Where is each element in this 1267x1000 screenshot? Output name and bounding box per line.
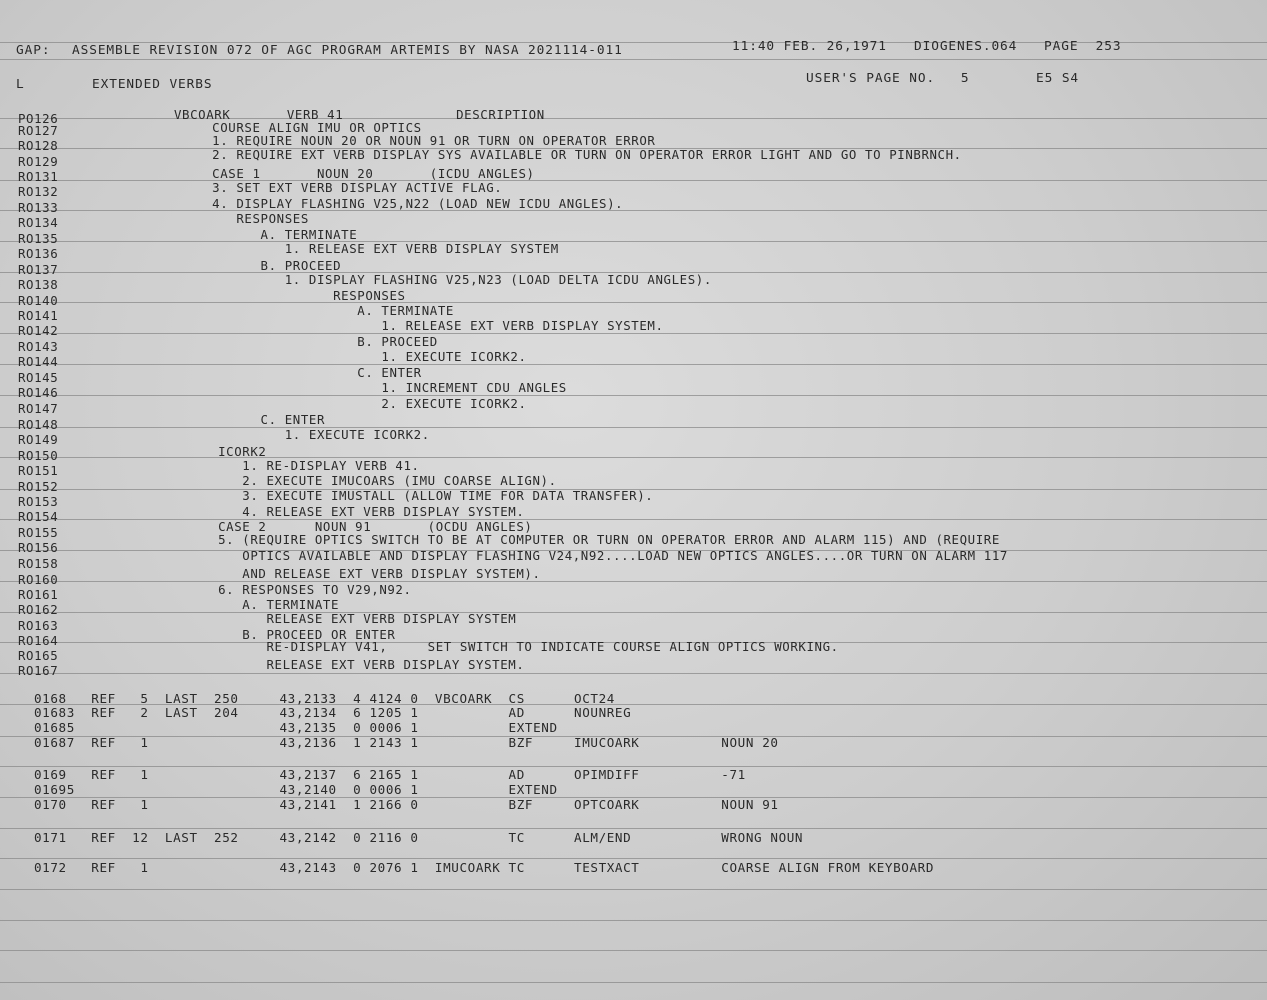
listing-line-number: RO134 <box>18 215 59 230</box>
listing-line-number: RO163 <box>18 618 59 633</box>
listing-line-number: RO138 <box>18 277 59 292</box>
listing-line-text: 1. REQUIRE NOUN 20 OR NOUN 91 OR TURN ON OPERATOR ERROR <box>188 133 656 148</box>
listing-line-text: 1. INCREMENT CDU ANGLES <box>188 380 567 395</box>
header-title: ASSEMBLE REVISION 072 OF AGC PROGRAM ARTEMIS BY NASA 2021114-011 <box>72 43 623 58</box>
listing-line-number: RO153 <box>18 494 59 509</box>
header-time: 11:40 FEB. 26,1971 <box>732 39 887 54</box>
subheader-mark: L <box>16 77 25 92</box>
listing-line-number: RO155 <box>18 525 59 540</box>
listing-line-number: RO133 <box>18 200 59 215</box>
listing-line-number: RO145 <box>18 370 59 385</box>
listing-line-number: RO146 <box>18 385 59 400</box>
listing-line-number: RO167 <box>18 663 59 678</box>
code-line: 01695 43,2140 0 0006 1 EXTEND <box>34 782 558 797</box>
listing-line-text: OPTICS AVAILABLE AND DISPLAY FLASHING V24,N92....LOAD NEW OPTICS ANGLES....OR TURN ON ALARM 117 <box>202 548 1008 563</box>
listing-line-text: RESPONSES <box>188 211 309 226</box>
listing-line-text: 1. EXECUTE ICORK2. <box>188 427 430 442</box>
listing-line-number: RO161 <box>18 587 59 602</box>
listing-line-text: 1. EXECUTE ICORK2. <box>188 349 527 364</box>
listing-line-number: RO160 <box>18 572 59 587</box>
listing-line-number: RO158 <box>18 556 59 571</box>
listing-line-text: 2. EXECUTE IMUCOARS (IMU COARSE ALIGN). <box>202 473 557 488</box>
listing-line-number: RO136 <box>18 246 59 261</box>
listing-line-number: RO156 <box>18 540 59 555</box>
listing-line-text: B. PROCEED <box>188 258 342 273</box>
listing-line-text: 6. RESPONSES TO V29,N92. <box>202 582 412 597</box>
code-line: 01685 43,2135 0 0006 1 EXTEND <box>34 720 558 735</box>
listing-line-number: RO149 <box>18 432 59 447</box>
users-page-number: USER'S PAGE NO. 5 <box>806 71 970 86</box>
listing-line-text: 4. DISPLAY FLASHING V25,N22 (LOAD NEW ICDU ANGLES). <box>188 196 624 211</box>
listing-line-number: RO162 <box>18 602 59 617</box>
code-line: 01687 REF 1 43,2136 1 2143 1 BZF IMUCOARK NOUN 20 <box>34 735 779 750</box>
header-diogenes: DIOGENES.064 <box>914 39 1018 54</box>
listing-line-text: CASE 2 NOUN 91 (OCDU ANGLES) <box>202 519 533 534</box>
listing-line-text: COURSE ALIGN IMU OR OPTICS <box>188 120 422 135</box>
listing-line-text: B. PROCEED OR ENTER <box>202 627 396 642</box>
code-line: 0170 REF 1 43,2141 1 2166 0 BZF OPTCOARK NOUN 91 <box>34 797 779 812</box>
listing-line-text: 5. (REQUIRE OPTICS SWITCH TO BE AT COMPUTER OR TURN ON OPERATOR ERROR AND ALARM 115) AND (REQUIRE <box>202 532 1000 547</box>
listing-line-number: RO144 <box>18 354 59 369</box>
listing-line-text: ICORK2 <box>202 444 267 459</box>
listing-line-text: VBCOARK VERB 41 DESCRIPTION <box>174 107 545 122</box>
listing-line-text: A. TERMINATE <box>188 303 454 318</box>
listing-line-number: RO129 <box>18 154 59 169</box>
listing-line-number: PO126 <box>18 111 59 126</box>
listing-line-text: 1. RELEASE EXT VERB DISPLAY SYSTEM. <box>188 318 664 333</box>
listing-line-text: RELEASE EXT VERB DISPLAY SYSTEM. <box>202 657 525 672</box>
section-code: E5 S4 <box>1036 71 1080 86</box>
listing-line-number: RO127 <box>18 123 59 138</box>
listing-line-number: RO128 <box>18 138 59 153</box>
listing-line-number: RO154 <box>18 509 59 524</box>
listing-line-number: RO148 <box>18 417 59 432</box>
listing-line-text: C. ENTER <box>188 365 422 380</box>
listing-line-number: RO165 <box>18 648 59 663</box>
listing-line-number: RO132 <box>18 184 59 199</box>
listing-line-number: RO152 <box>18 479 59 494</box>
listing-line-text: 4. RELEASE EXT VERB DISPLAY SYSTEM. <box>202 504 525 519</box>
listing-line-text: 2. EXECUTE ICORK2. <box>188 396 527 411</box>
header-gap: GAP: <box>16 43 51 58</box>
listing-line-text: AND RELEASE EXT VERB DISPLAY SYSTEM). <box>202 566 541 581</box>
listing-line-text: 2. REQUIRE EXT VERB DISPLAY SYS AVAILABLE OR TURN ON OPERATOR ERROR LIGHT AND GO TO PINBRNCH. <box>188 147 962 162</box>
listing-line-number: RO151 <box>18 463 59 478</box>
listing-line-number: RO150 <box>18 448 59 463</box>
listing-line-text: RE-DISPLAY V41, SET SWITCH TO INDICATE COURSE ALIGN OPTICS WORKING. <box>202 639 839 654</box>
header-page: PAGE 253 <box>1044 39 1122 54</box>
listing-line-text: RELEASE EXT VERB DISPLAY SYSTEM <box>202 611 517 626</box>
listing-line-text: 1. RELEASE EXT VERB DISPLAY SYSTEM <box>188 241 559 256</box>
listing-line-text: A. TERMINATE <box>188 227 358 242</box>
listing-line-text: 1. DISPLAY FLASHING V25,N23 (LOAD DELTA ICDU ANGLES). <box>188 272 712 287</box>
listing-line-number: RO140 <box>18 293 59 308</box>
listing-line-number: RO147 <box>18 401 59 416</box>
listing-line-text: 3. EXECUTE IMUSTALL (ALLOW TIME FOR DATA TRANSFER). <box>202 488 654 503</box>
listing-line-number: RO141 <box>18 308 59 323</box>
listing-line-text: 3. SET EXT VERB DISPLAY ACTIVE FLAG. <box>188 180 503 195</box>
section-title: EXTENDED VERBS <box>92 77 213 92</box>
listing-line-text: B. PROCEED <box>188 334 438 349</box>
code-line: 0171 REF 12 LAST 252 43,2142 0 2116 0 TC ALM/END WRONG NOUN <box>34 830 804 845</box>
code-line: 0169 REF 1 43,2137 6 2165 1 AD OPIMDIFF -71 <box>34 767 746 782</box>
listing-line-number: RO143 <box>18 339 59 354</box>
listing-line-text: CASE 1 NOUN 20 (ICDU ANGLES) <box>188 166 535 181</box>
listing-line-number: RO135 <box>18 231 59 246</box>
listing-line-text: 1. RE-DISPLAY VERB 41. <box>202 458 420 473</box>
listing-line-number: RO131 <box>18 169 59 184</box>
listing-line-number: RO142 <box>18 323 59 338</box>
code-line: 01683 REF 2 LAST 204 43,2134 6 1205 1 AD NOUNREG <box>34 705 632 720</box>
listing-line-text: RESPONSES <box>188 288 406 303</box>
code-line: 0168 REF 5 LAST 250 43,2133 4 4124 0 VBCOARK CS OCT24 <box>34 691 615 706</box>
code-line: 0172 REF 1 43,2143 0 2076 1 IMUCOARK TC TESTXACT COARSE ALIGN FROM KEYBOARD <box>34 860 935 875</box>
listing-line-number: RO164 <box>18 633 59 648</box>
listing-line-text: C. ENTER <box>188 412 326 427</box>
listing-line-text: A. TERMINATE <box>202 597 340 612</box>
listing-line-number: RO137 <box>18 262 59 277</box>
